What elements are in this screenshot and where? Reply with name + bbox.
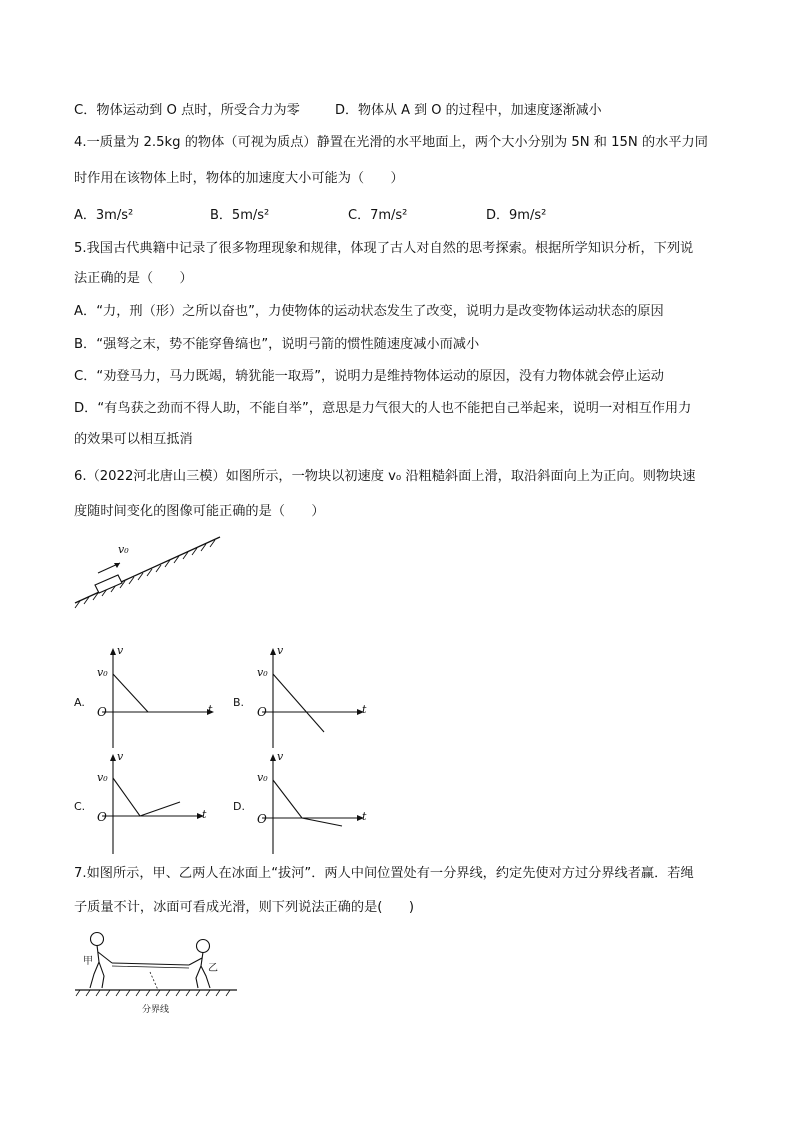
q6-stem-line1: 6.（2022河北唐山三模）如图所示，一物块以初速度 v₀ 沿粗糙斜面上滑，取沿斜面向上为正向。则物块速 (74, 469, 696, 484)
rope (112, 963, 189, 965)
person-jia (90, 933, 112, 989)
block (95, 575, 122, 593)
graph-b-axis-t: t (362, 703, 367, 716)
divider-label: 分界线 (142, 1005, 170, 1015)
graph-c-v0: v₀ (97, 771, 108, 784)
graph-a (92, 646, 222, 750)
graph-b-axis-v: v (277, 644, 284, 657)
graph-c-velocity-line (113, 778, 180, 816)
graph-c-axis-t: t (202, 808, 207, 821)
q5-stem-line1: 5.我国古代典籍中记录了很多物理现象和规律，体现了古人对自然的思考探索。根据所学知识分析，下列说 (74, 241, 694, 256)
q7-stem-line2: 子质量不计，冰面可看成光滑，则下列说法正确的是( ) (74, 900, 414, 915)
q6-stem-line2: 度随时间变化的图像可能正确的是（ ） (74, 504, 325, 519)
q3-option-c: C．物体运动到 O 点时，所受合力为零 (74, 103, 300, 118)
divider-line (150, 972, 158, 990)
graph-d (252, 752, 382, 856)
q5-option-b: B．“强弩之末，势不能穿鲁缟也”，说明弓箭的惯性随速度减小而减小 (74, 337, 480, 352)
graph-d-velocity-line (273, 780, 342, 826)
q4-option-b: B．5m/s² (210, 208, 270, 223)
q3-option-d: D．物体从 A 到 O 的过程中，加速度逐渐减小 (335, 103, 602, 118)
graph-a-label: A. (74, 696, 85, 709)
graph-b (252, 646, 382, 750)
person-yi-label: 乙 (208, 963, 218, 974)
incline-hatching (75, 540, 215, 608)
graph-a-origin: O (97, 705, 107, 719)
q4-option-d: D．9m/s² (486, 208, 547, 223)
ice-hatching (76, 990, 230, 996)
q5-option-a: A．“力，刑（形）之所以奋也”，力使物体的运动状态发生了改变，说明力是改变物体运动状态的原因 (74, 304, 664, 319)
graph-b-v0: v₀ (257, 666, 268, 679)
graph-c-axis-v: v (117, 750, 124, 763)
incline-v0-label: v₀ (118, 543, 129, 556)
graph-d-origin: O (257, 812, 267, 826)
q5-option-d-line2: 的效果可以相互抵消 (74, 432, 193, 447)
graph-b-velocity-line (273, 674, 324, 732)
graph-a-axis-v: v (117, 644, 124, 657)
graph-a-velocity-line (113, 674, 148, 712)
person-jia-label: 甲 (83, 956, 93, 967)
graph-d-v0: v₀ (257, 771, 268, 784)
graph-a-axis-t: t (208, 703, 213, 716)
graph-d-axis-t: t (362, 810, 367, 823)
graph-a-v0: v₀ (97, 666, 108, 679)
q4-option-a: A．3m/s² (74, 208, 134, 223)
q4-option-c: C．7m/s² (348, 208, 408, 223)
graph-c (92, 752, 222, 856)
q5-option-c: C．“劝登马力，马力既竭，辀犹能一取焉”，说明力是维持物体运动的原因，没有力物体就会停止运动 (74, 369, 664, 384)
graph-d-axis-v: v (277, 750, 284, 763)
graph-d-label: D. (233, 800, 245, 813)
graph-b-label: B. (233, 696, 245, 709)
person-yi (189, 940, 210, 989)
incline-figure (70, 535, 230, 615)
graph-b-origin: O (257, 705, 267, 719)
graph-c-origin: O (97, 810, 107, 824)
q4-stem-line2: 时作用在该物体上时，物体的加速度大小可能为（ ） (74, 171, 404, 186)
q5-stem-line2: 法正确的是（ ） (74, 271, 193, 286)
q5-option-d-line1: D．“有鸟获之劲而不得人助，不能自举”，意思是力气很大的人也不能把自己举起来，说明一对相互作用力 (74, 401, 692, 416)
graph-c-label: C. (74, 800, 86, 813)
q7-stem-line1: 7.如图所示，甲、乙两人在冰面上“拔河”．两人中间位置处有一分界线，约定先使对方过分界线者赢．若绳 (74, 866, 694, 881)
q4-stem-line1: 4.一质量为 2.5kg 的物体（可视为质点）静置在光滑的水平地面上，两个大小分别为 5N 和 15N 的水平力同 (74, 135, 708, 150)
